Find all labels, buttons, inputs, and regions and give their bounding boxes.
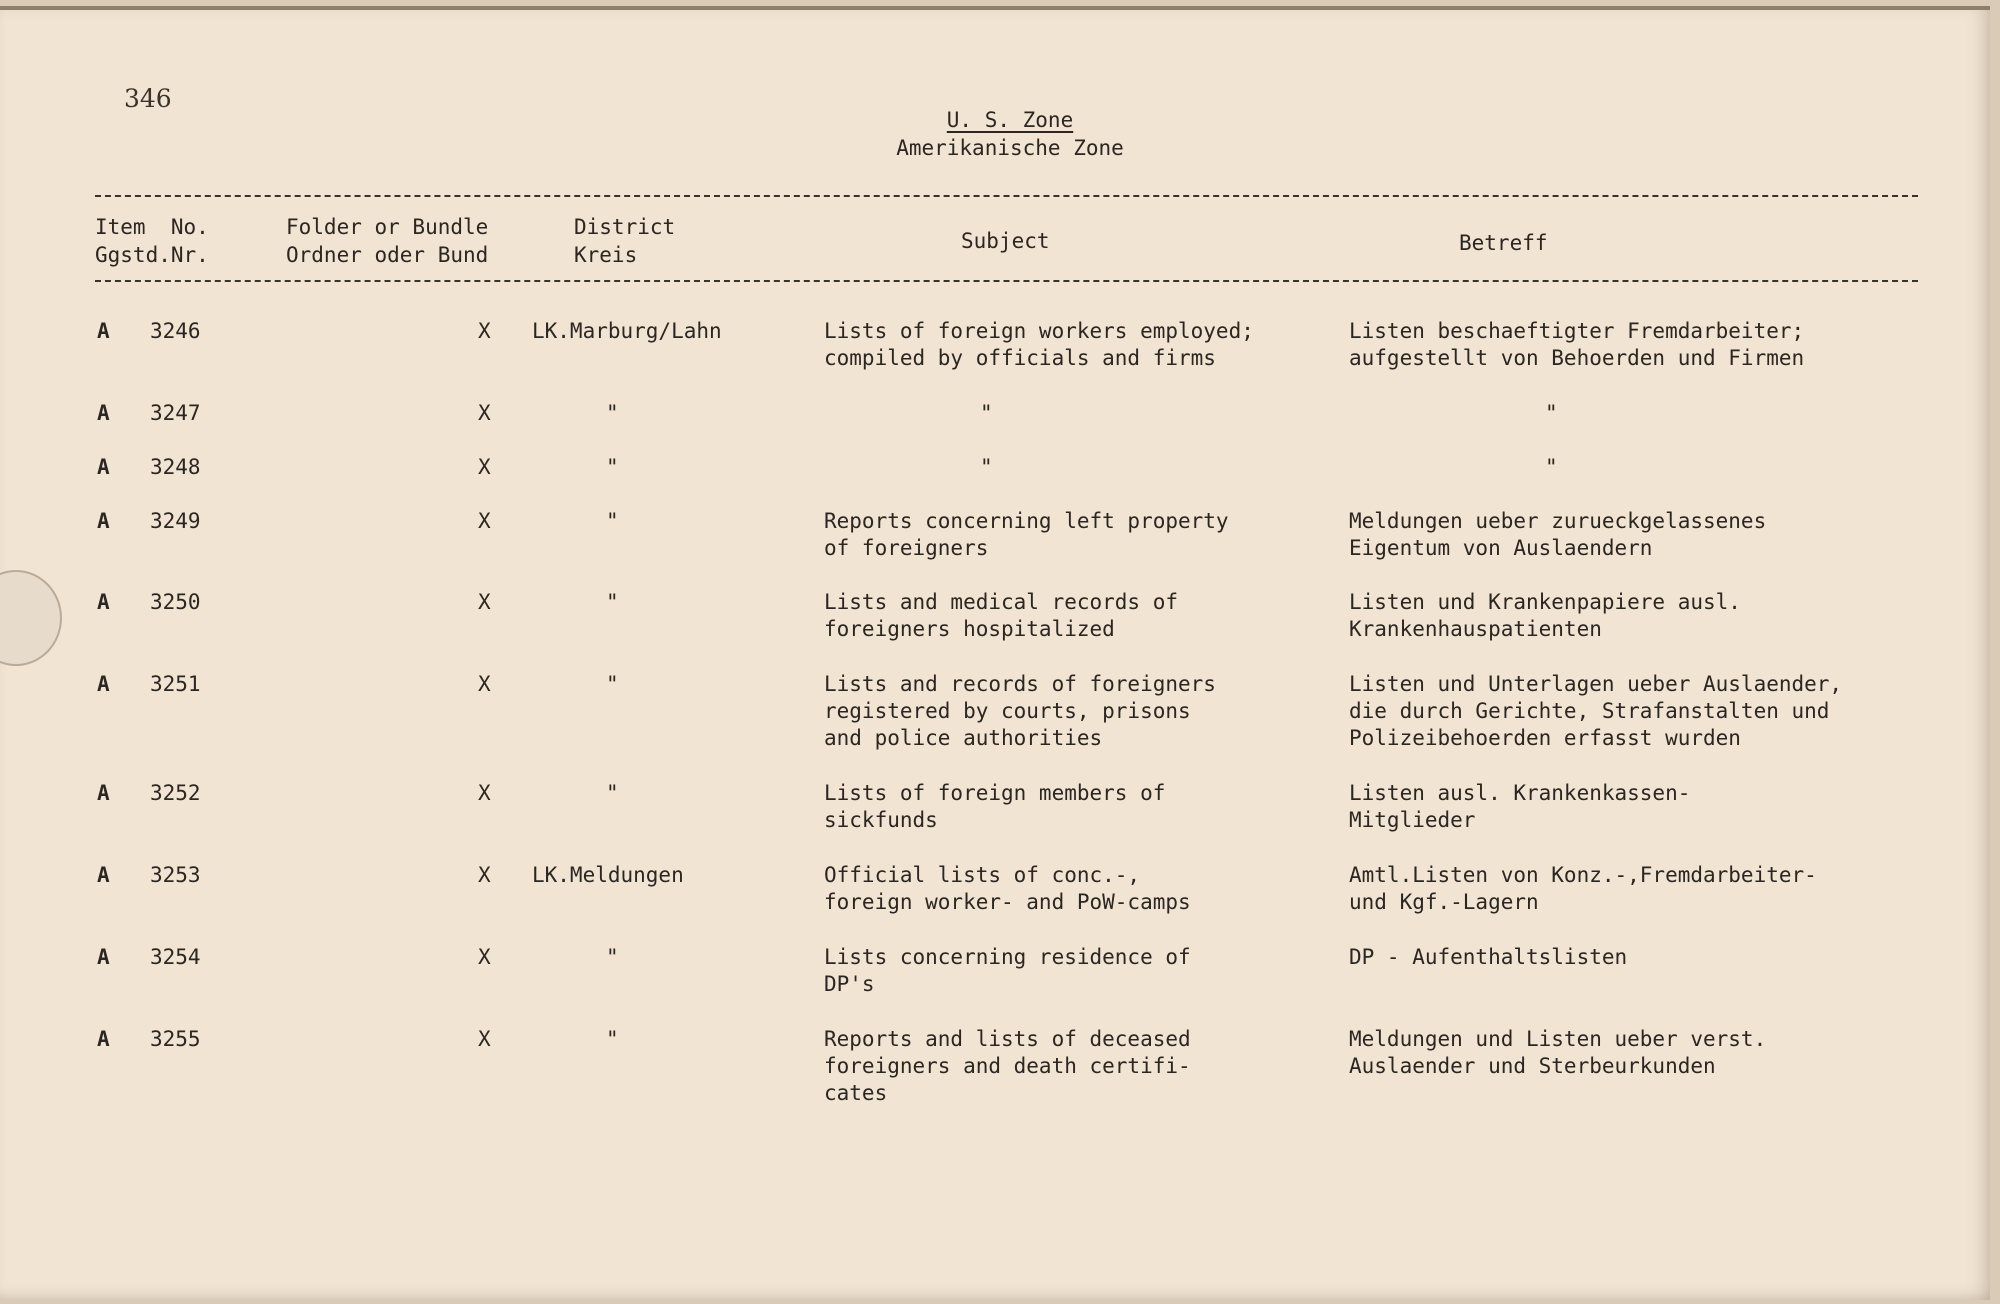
row-subject: Reports concerning left property of foreigners bbox=[824, 509, 1229, 560]
header-rule-bottom bbox=[95, 280, 1918, 282]
row-mark: X bbox=[478, 401, 491, 425]
header-betreff: Betreff bbox=[1459, 231, 1548, 255]
page-number: 346 bbox=[124, 84, 172, 113]
row-subject: " bbox=[980, 401, 993, 425]
row-prefix: A bbox=[97, 863, 110, 887]
header-district-de: Kreis bbox=[574, 243, 638, 267]
row-mark: X bbox=[478, 1027, 491, 1051]
row-number: 3254 bbox=[150, 945, 201, 969]
zone-title-english: U. S. Zone bbox=[946, 108, 1074, 132]
header-folder-en: Folder or Bundle bbox=[286, 215, 489, 239]
row-betreff: Listen ausl. Krankenkassen- Mitglieder bbox=[1349, 781, 1691, 832]
row-number: 3249 bbox=[150, 509, 201, 533]
header-item-de: Ggstd.Nr. bbox=[95, 243, 209, 267]
header-rule-top bbox=[95, 195, 1918, 197]
row-number: 3255 bbox=[150, 1027, 201, 1051]
row-mark: X bbox=[478, 672, 491, 696]
row-prefix: A bbox=[97, 509, 110, 533]
row-prefix: A bbox=[97, 401, 110, 425]
row-betreff: Listen und Unterlagen ueber Auslaender, die durch Gerichte, Strafanstalten und Polizeibehoerden erfasst wurden bbox=[1349, 672, 1843, 750]
row-prefix: A bbox=[97, 590, 110, 614]
header-folder-de: Ordner oder Bund bbox=[286, 243, 489, 267]
row-prefix: A bbox=[97, 945, 110, 969]
row-betreff: " bbox=[1545, 401, 1558, 425]
row-mark: X bbox=[478, 319, 491, 343]
row-mark: X bbox=[478, 509, 491, 533]
header-item bbox=[95, 213, 209, 269]
header-item-en: Item No. bbox=[95, 215, 209, 239]
row-mark: X bbox=[478, 863, 491, 887]
zone-title bbox=[0, 106, 2000, 162]
zone-title-german: Amerikanische Zone bbox=[896, 136, 1124, 160]
row-subject: Lists and medical records of foreigners hospitalized bbox=[824, 590, 1179, 641]
header-district-en: District bbox=[574, 215, 676, 239]
row-district: LK.Meldungen bbox=[532, 863, 684, 887]
row-mark: X bbox=[478, 590, 491, 614]
row-district: " bbox=[606, 1027, 619, 1051]
row-mark: X bbox=[478, 945, 491, 969]
row-subject: Official lists of conc.-, foreign worker- and PoW-camps bbox=[824, 863, 1191, 914]
row-betreff: Amtl.Listen von Konz.-,Fremdarbeiter- und Kgf.-Lagern bbox=[1349, 863, 1817, 914]
row-betreff: Meldungen ueber zurueckgelassenes Eigentum von Auslaendern bbox=[1349, 509, 1767, 560]
row-subject: Lists and records of foreigners registered by courts, prisons and police authorities bbox=[824, 672, 1216, 750]
row-district: " bbox=[606, 401, 619, 425]
row-number: 3248 bbox=[150, 455, 201, 479]
row-district: LK.Marburg/Lahn bbox=[532, 319, 722, 343]
row-betreff: DP - Aufenthaltslisten bbox=[1349, 945, 1628, 969]
row-prefix: A bbox=[97, 1027, 110, 1051]
row-betreff: " bbox=[1545, 455, 1558, 479]
header-subject: Subject bbox=[961, 229, 1050, 253]
row-prefix: A bbox=[97, 455, 110, 479]
row-prefix: A bbox=[97, 781, 110, 805]
header-district bbox=[574, 213, 675, 269]
header-folder bbox=[286, 213, 488, 269]
row-number: 3246 bbox=[150, 319, 201, 343]
row-betreff: Listen beschaeftigter Fremdarbeiter; aufgestellt von Behoerden und Firmen bbox=[1349, 319, 1805, 370]
row-subject: Reports and lists of deceased foreigners and death certifi- cates bbox=[824, 1027, 1191, 1105]
row-district: " bbox=[606, 590, 619, 614]
row-subject: " bbox=[980, 455, 993, 479]
row-district: " bbox=[606, 509, 619, 533]
row-subject: Lists concerning residence of DP's bbox=[824, 945, 1191, 996]
row-prefix: A bbox=[97, 672, 110, 696]
row-number: 3247 bbox=[150, 401, 201, 425]
row-district: " bbox=[606, 781, 619, 805]
row-prefix: A bbox=[97, 319, 110, 343]
row-betreff: Meldungen und Listen ueber verst. Auslaender und Sterbeurkunden bbox=[1349, 1027, 1767, 1078]
row-mark: X bbox=[478, 781, 491, 805]
row-number: 3250 bbox=[150, 590, 201, 614]
row-district: " bbox=[606, 672, 619, 696]
row-subject: Lists of foreign members of sickfunds bbox=[824, 781, 1166, 832]
row-number: 3253 bbox=[150, 863, 201, 887]
document-page bbox=[0, 6, 1990, 1300]
row-number: 3251 bbox=[150, 672, 201, 696]
row-subject: Lists of foreign workers employed; compiled by officials and firms bbox=[824, 319, 1254, 370]
row-district: " bbox=[606, 455, 619, 479]
row-number: 3252 bbox=[150, 781, 201, 805]
row-mark: X bbox=[478, 455, 491, 479]
row-betreff: Listen und Krankenpapiere ausl. Krankenhauspatienten bbox=[1349, 590, 1741, 641]
binder-tab bbox=[0, 570, 62, 666]
row-district: " bbox=[606, 945, 619, 969]
